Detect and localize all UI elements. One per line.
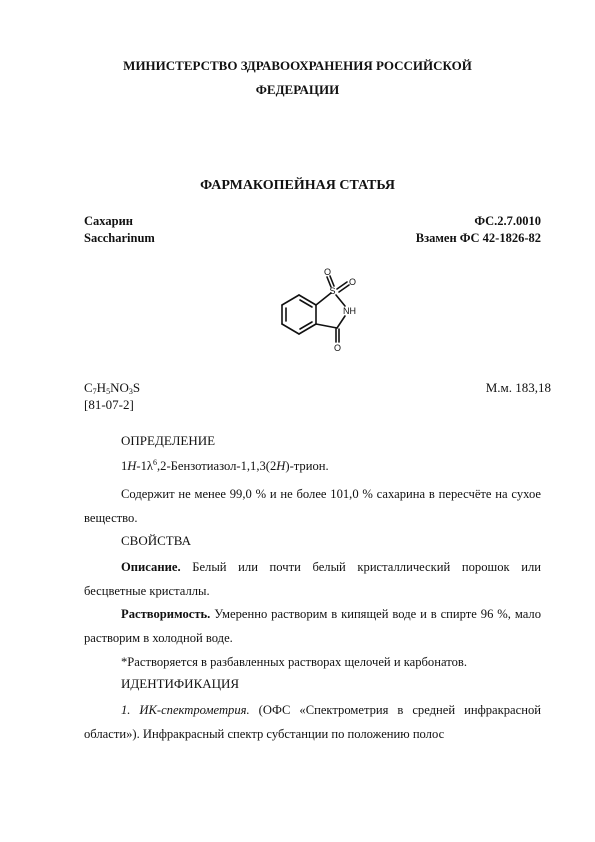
article-title: ФАРМАКОПЕЙНАЯ СТАТЬЯ xyxy=(200,178,395,193)
bond-ring-4 xyxy=(282,324,299,334)
ministry-line-2: ФЕДЕРАЦИИ xyxy=(255,82,340,97)
identification-heading: ИДЕНТИФИКАЦИЯ xyxy=(121,676,240,691)
cas-number: [81-07-2] xyxy=(84,397,134,412)
bond-s-n xyxy=(336,295,345,306)
molecular-formula: $C_7H_5NO_3S$ xyxy=(84,380,141,396)
properties-heading: СВОЙСТВА xyxy=(121,533,191,548)
definition-heading: ОПРЕДЕЛЕНИЕ xyxy=(121,433,216,448)
monograph-code: ФС.2.7.0010 xyxy=(474,214,541,228)
molecular-mass: М.м. 183,18 xyxy=(485,380,551,395)
atom-o3: O xyxy=(334,343,342,353)
identification-item-1: 1. ИК-спектрометрия. (ОФС «Спектрометрия в средней инфракрасной области»). Инфракрасный спектр субстанции по положению полос xyxy=(84,703,541,741)
atom-o1: O xyxy=(324,267,332,277)
solubility-paragraph: Растворимость. Умеренно растворим в кипящей воде и в спирте 96 %, мало растворим в холодной воде. xyxy=(84,607,541,645)
ministry-line-1: МИНИСТЕРСТВО ЗДРАВООХРАНЕНИЯ РОССИЙСКОЙ xyxy=(123,58,472,73)
monograph-replaces: Взамен ФС 42-1826-82 xyxy=(415,231,541,245)
bond-ring-6 xyxy=(282,295,299,305)
monograph-name-la: Saccharinum xyxy=(84,231,155,245)
atom-o2: O xyxy=(349,277,357,287)
iupac-name: $1H-1\lambda^6,2-Бензотиазол-1,1,3(2H)$-трион. xyxy=(121,458,329,473)
saccharin-structure xyxy=(265,262,365,358)
atom-nh: NH xyxy=(343,306,356,316)
solubility-note: *Растворяется в разбавленных растворах щелочей и карбонатов. xyxy=(121,655,467,669)
monograph-name-ru: Сахарин xyxy=(84,214,133,228)
atom-s: S xyxy=(329,286,336,296)
description-paragraph: Описание. Белый или почти белый кристаллический порошок или бесцветные кристаллы. xyxy=(84,560,541,598)
content-paragraph: Содержит не менее 99,0 % и не более 101,0 % сахарина в пересчёте на сухое вещество. xyxy=(84,487,541,525)
bond-c-c xyxy=(316,324,337,328)
bond-n-c xyxy=(337,316,345,328)
